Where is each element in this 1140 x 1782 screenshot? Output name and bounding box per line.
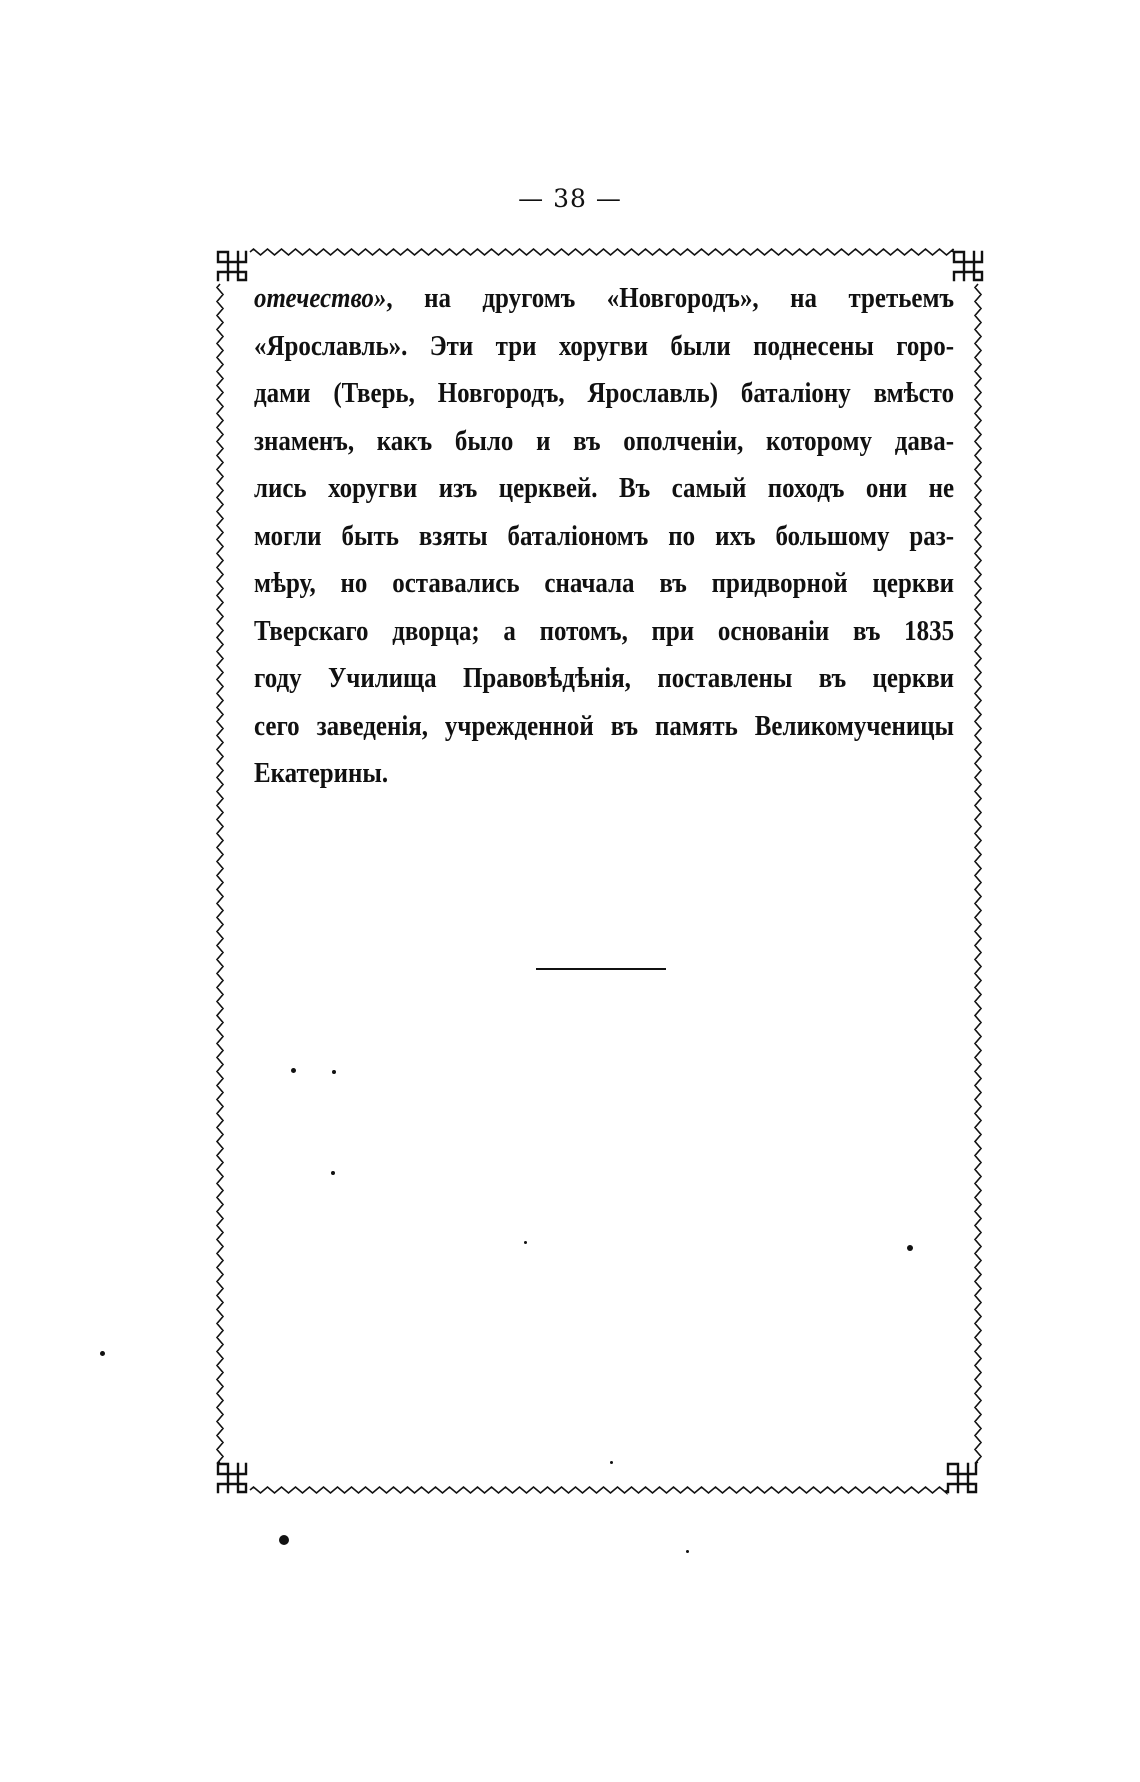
page-number: — 38 — bbox=[518, 184, 622, 213]
text-line: знаменъ, какъ было и въ ополченіи, которому дава- bbox=[254, 424, 955, 457]
ink-speck bbox=[907, 1245, 913, 1251]
ink-speck bbox=[524, 1241, 527, 1244]
text-line: году Училища Правовѣдѣнія, поставлены въ церкви bbox=[254, 662, 955, 694]
text-line: отечество», на другомъ «Новгородъ», на третьемъ bbox=[254, 282, 955, 314]
frame-wave-top bbox=[250, 249, 954, 255]
ink-speck bbox=[332, 1070, 336, 1074]
text-line: лись хоругви изъ церквей. Въ самый походъ они не bbox=[254, 472, 955, 504]
ink-speck bbox=[100, 1351, 105, 1356]
text-line: мѣру, но оставались сначала въ придворной церкви bbox=[254, 567, 955, 599]
frame-wave-left bbox=[217, 284, 223, 1464]
text-line: Тверскаго дворца; а потомъ, при основаніи въ 1835 bbox=[254, 614, 955, 647]
corner-ornament-bottom-left bbox=[218, 1464, 246, 1492]
frame-wave-bottom bbox=[250, 1487, 947, 1493]
ink-speck bbox=[291, 1068, 296, 1073]
section-rule bbox=[536, 968, 666, 970]
corner-ornament-top-left bbox=[218, 252, 246, 280]
text-line: сего заведенія, учрежденной въ память Великомученицы bbox=[254, 709, 955, 742]
text-line: «Ярославль». Эти три хоругви были поднесены горо- bbox=[254, 329, 955, 362]
ink-speck bbox=[279, 1535, 289, 1545]
corner-ornament-bottom-right bbox=[948, 1464, 976, 1492]
body-text bbox=[254, 275, 954, 798]
text-line: дами (Тверь, Новгородъ, Ярославль) баталіону вмѣсто bbox=[254, 377, 955, 409]
corner-ornament-top-right bbox=[954, 252, 982, 280]
ink-speck bbox=[331, 1171, 335, 1175]
ink-speck bbox=[610, 1461, 613, 1464]
ink-speck bbox=[686, 1550, 689, 1553]
frame-wave-right bbox=[975, 284, 981, 1464]
text-line: могли быть взяты баталіономъ по ихъ большому раз- bbox=[254, 519, 955, 552]
text-line: Екатерины. bbox=[254, 757, 389, 789]
